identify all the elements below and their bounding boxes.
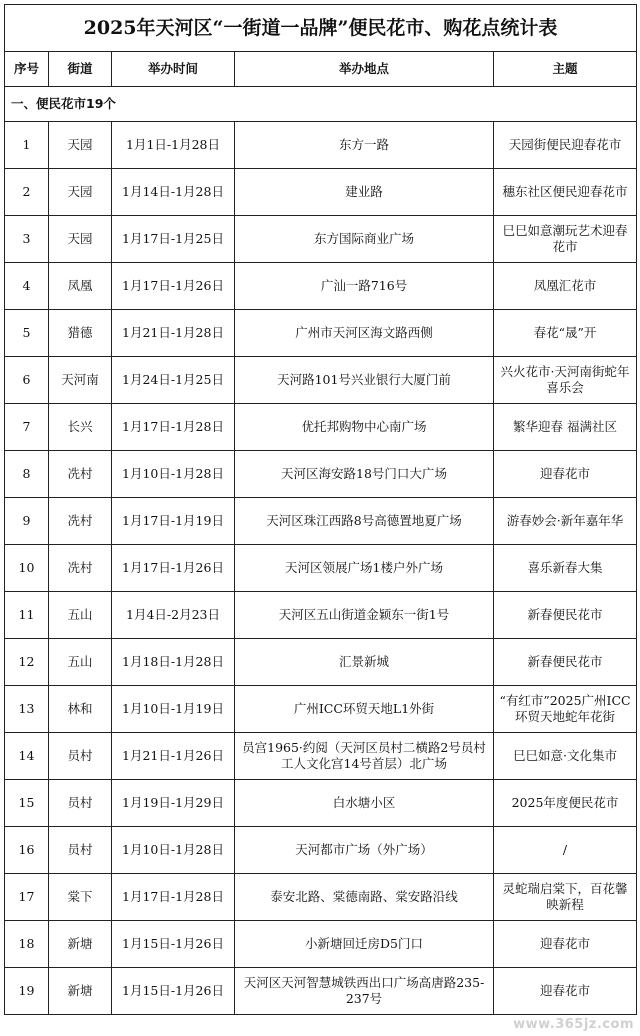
cell-place: 白水塘小区 [235,780,494,827]
table-row [5,780,637,827]
cell-time: 1月17日-1月26日 [112,545,235,592]
cell-no: 18 [5,921,49,968]
table-row [5,216,637,263]
header-row [5,52,637,87]
cell-time: 1月17日-1月25日 [112,216,235,263]
cell-street: 凤凰 [49,263,112,310]
cell-time: 1月4日-2月23日 [112,592,235,639]
cell-no: 5 [5,310,49,357]
cell-theme: 迎春花市 [494,968,637,1015]
cell-theme: 繁华迎春 福满社区 [494,404,637,451]
header-place: 举办地点 [235,52,494,87]
cell-time: 1月14日-1月28日 [112,169,235,216]
cell-street: 冼村 [49,451,112,498]
cell-no: 19 [5,968,49,1015]
cell-street: 五山 [49,639,112,686]
cell-place: 天河区领展广场1楼户外广场 [235,545,494,592]
cell-theme: 新春便民花市 [494,639,637,686]
cell-street: 五山 [49,592,112,639]
section-heading: 一、便民花市19个 [5,87,637,122]
cell-street: 天园 [49,122,112,169]
cell-time: 1月24日-1月25日 [112,357,235,404]
cell-place: 汇景新城 [235,639,494,686]
cell-time: 1月17日-1月28日 [112,874,235,921]
cell-place: 广汕一路716号 [235,263,494,310]
cell-time: 1月10日-1月19日 [112,686,235,733]
table-row [5,404,637,451]
cell-place: 广州市天河区海文路西侧 [235,310,494,357]
cell-place: 广州ICC环贸天地L1外街 [235,686,494,733]
cell-place: 天河区海安路18号门口大广场 [235,451,494,498]
cell-no: 15 [5,780,49,827]
cell-street: 冼村 [49,545,112,592]
cell-no: 2 [5,169,49,216]
watermark: www.365jz.com [513,1017,634,1032]
table-row [5,827,637,874]
cell-street: 天园 [49,169,112,216]
cell-street: 员村 [49,733,112,780]
cell-street: 新塘 [49,921,112,968]
cell-place: 天河区珠江西路8号高德置地夏广场 [235,498,494,545]
cell-theme: 迎春花市 [494,451,637,498]
cell-street: 长兴 [49,404,112,451]
cell-theme: 游春妙会·新年嘉年华 [494,498,637,545]
cell-time: 1月19日-1月29日 [112,780,235,827]
table-body [5,122,637,1015]
cell-theme: 春花“晟”开 [494,310,637,357]
cell-theme: 凤凰汇花市 [494,263,637,310]
cell-place: 天河区天河智慧城铁西出口广场高唐路235-237号 [235,968,494,1015]
cell-time: 1月21日-1月26日 [112,733,235,780]
cell-no: 10 [5,545,49,592]
cell-street: 员村 [49,780,112,827]
cell-no: 17 [5,874,49,921]
cell-street: 员村 [49,827,112,874]
cell-no: 4 [5,263,49,310]
cell-no: 14 [5,733,49,780]
cell-place: 建业路 [235,169,494,216]
table-title: 2025年天河区“一街道一品牌”便民花市、购花点统计表 [5,5,637,52]
cell-place: 天河都市广场（外广场） [235,827,494,874]
cell-theme: 2025年度便民花市 [494,780,637,827]
cell-time: 1月1日-1月28日 [112,122,235,169]
cell-no: 6 [5,357,49,404]
cell-theme: 新春便民花市 [494,592,637,639]
cell-theme: 兴火花市·天河南街蛇年喜乐会 [494,357,637,404]
cell-time: 1月10日-1月28日 [112,451,235,498]
table-row [5,733,637,780]
table-row [5,357,637,404]
table-row [5,263,637,310]
table-row [5,592,637,639]
table-row [5,310,637,357]
cell-theme: / [494,827,637,874]
cell-time: 1月17日-1月26日 [112,263,235,310]
cell-time: 1月17日-1月28日 [112,404,235,451]
cell-no: 11 [5,592,49,639]
cell-time: 1月21日-1月28日 [112,310,235,357]
cell-place: 泰安北路、棠德南路、棠安路沿线 [235,874,494,921]
header-theme: 主题 [494,52,637,87]
header-street: 街道 [49,52,112,87]
cell-street: 新塘 [49,968,112,1015]
cell-place: 小新塘回迁房D5门口 [235,921,494,968]
cell-no: 1 [5,122,49,169]
header-no: 序号 [5,52,49,87]
table-row [5,169,637,216]
cell-no: 3 [5,216,49,263]
cell-street: 猎德 [49,310,112,357]
flower-market-table [4,4,637,1015]
table-row [5,639,637,686]
table-row [5,686,637,733]
cell-theme: 天园街便民迎春花市 [494,122,637,169]
cell-time: 1月15日-1月26日 [112,968,235,1015]
cell-street: 天园 [49,216,112,263]
table-row [5,122,637,169]
table-row [5,498,637,545]
cell-theme: 灵蛇瑞启棠下，百花馨映新程 [494,874,637,921]
cell-place: 天河路101号兴业银行大厦门前 [235,357,494,404]
cell-time: 1月18日-1月28日 [112,639,235,686]
cell-theme: 迎春花市 [494,921,637,968]
cell-no: 16 [5,827,49,874]
cell-no: 12 [5,639,49,686]
cell-theme: “有红市”2025广州ICC环贸天地蛇年花街 [494,686,637,733]
cell-street: 冼村 [49,498,112,545]
cell-street: 棠下 [49,874,112,921]
cell-place: 员宫1965·约阅（天河区员村二横路2号员村工人文化宫14号首层）北广场 [235,733,494,780]
cell-no: 9 [5,498,49,545]
cell-place: 天河区五山街道金颖东一街1号 [235,592,494,639]
cell-theme: 穗东社区便民迎春花市 [494,169,637,216]
cell-place: 优托邦购物中心南广场 [235,404,494,451]
table-row [5,545,637,592]
cell-theme: 喜乐新春大集 [494,545,637,592]
cell-street: 林和 [49,686,112,733]
table-row [5,921,637,968]
table-row [5,874,637,921]
cell-theme: 巳巳如意潮玩艺术迎春花市 [494,216,637,263]
table-row [5,451,637,498]
cell-time: 1月15日-1月26日 [112,921,235,968]
cell-street: 天河南 [49,357,112,404]
cell-place: 东方一路 [235,122,494,169]
cell-no: 13 [5,686,49,733]
cell-no: 8 [5,451,49,498]
table-row [5,968,637,1015]
cell-theme: 巳巳如意·文化集市 [494,733,637,780]
cell-time: 1月17日-1月19日 [112,498,235,545]
cell-no: 7 [5,404,49,451]
cell-place: 东方国际商业广场 [235,216,494,263]
header-time: 举办时间 [112,52,235,87]
cell-time: 1月10日-1月28日 [112,827,235,874]
